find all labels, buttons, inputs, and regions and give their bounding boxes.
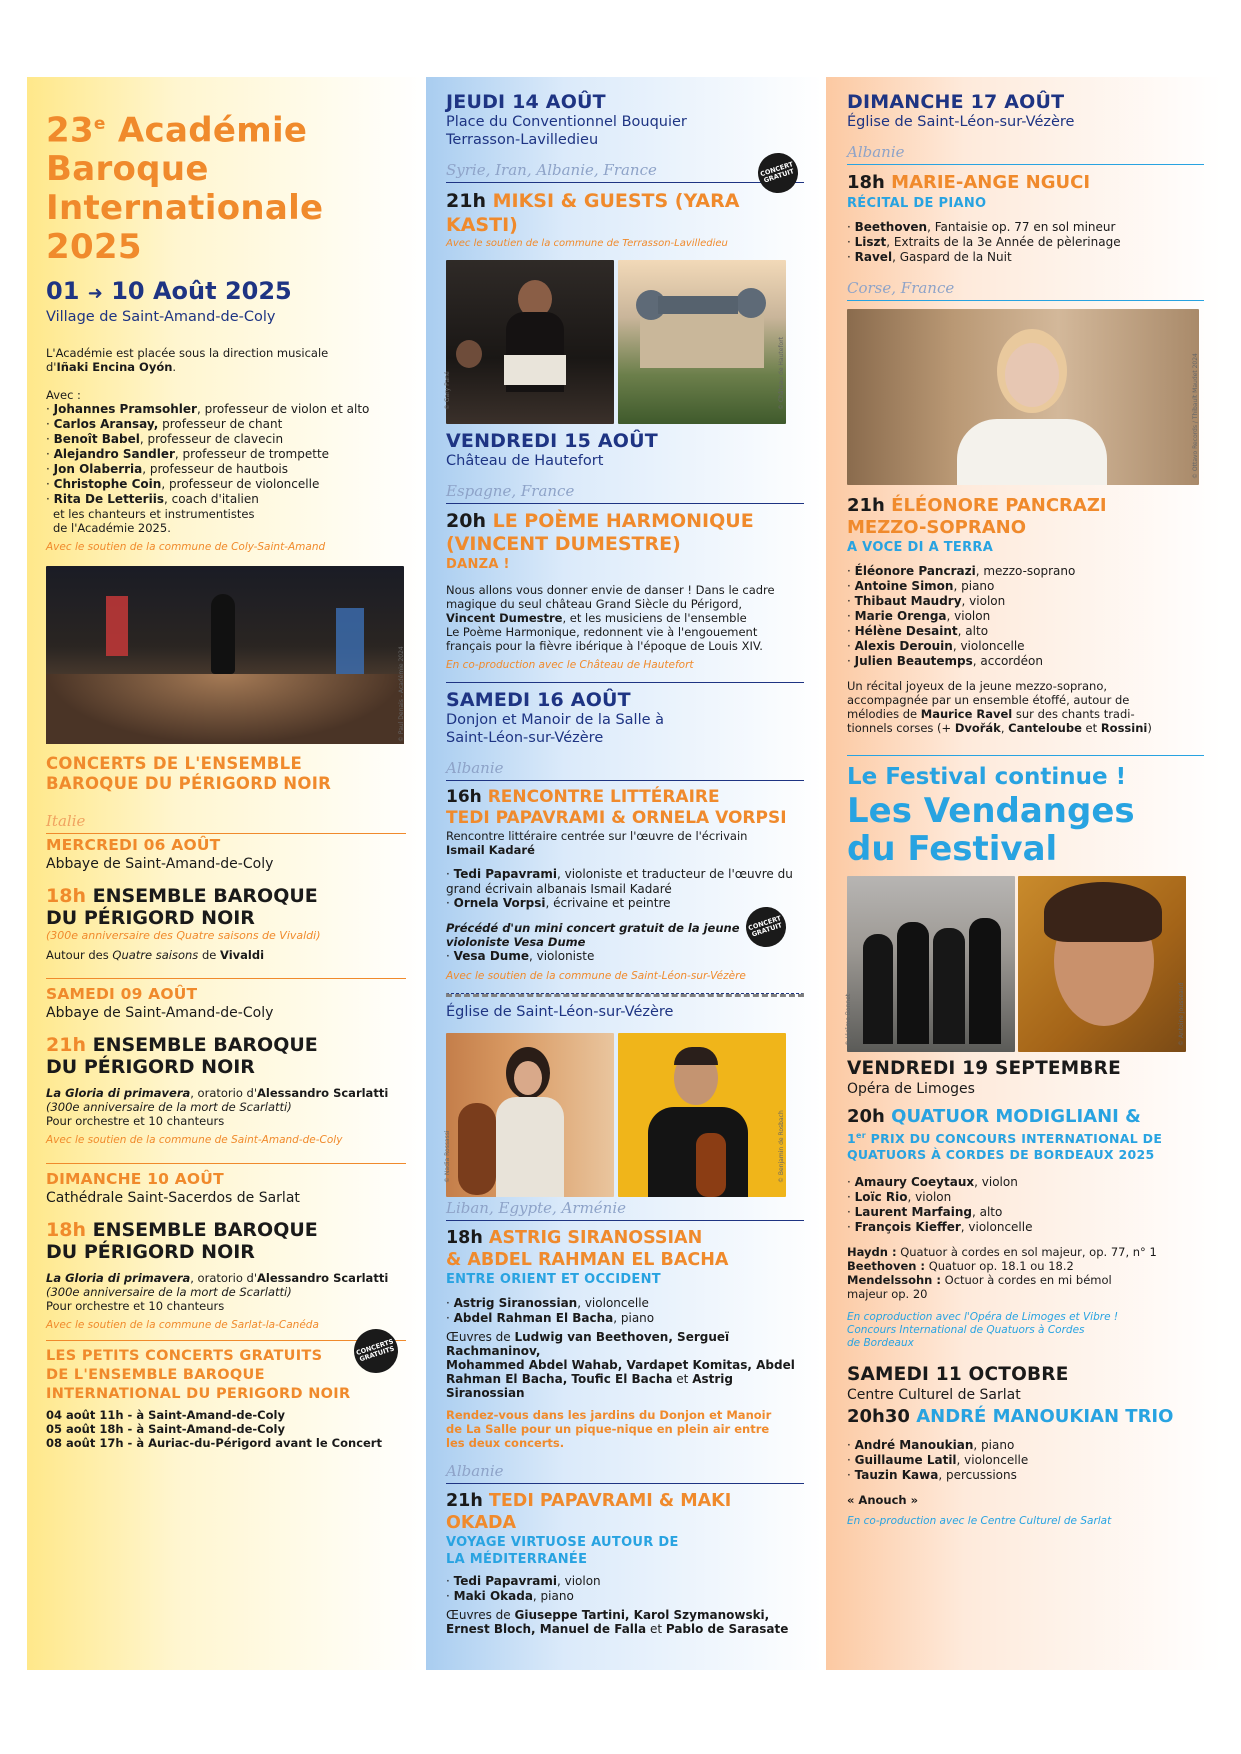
region-label: Albanie xyxy=(847,143,1204,165)
event-venue: Église de Saint-Léon-sur-Vézère xyxy=(847,114,1075,130)
list-item: · Loïc Rio, violon xyxy=(847,1190,1204,1205)
list-item: · Éléonore Pancrazi, mezzo-soprano xyxy=(847,564,1204,579)
event-title: 21h ÉLÉONORE PANCRAZI MEZZO-SOPRANO xyxy=(847,495,1107,538)
picnic-note: Rendez-vous dans les jardins du Donjon et Manoir de La Salle pour un pique-nique en plein air entre les deux concerts. xyxy=(446,1408,772,1450)
teachers-list xyxy=(46,402,406,507)
event-desc: Autour des Quatre saisons de Vivaldi xyxy=(46,948,265,963)
festival-continue: Le Festival continue ! xyxy=(847,764,1127,790)
support-note: En co-production avec le Centre Culturel de Sarlat xyxy=(847,1515,1112,1528)
photo-credit: © Gary Pané xyxy=(444,371,451,410)
event-note: (300e anniversaire de la mort de Scarlatti) xyxy=(46,1285,292,1300)
arrow-right-icon: ➜ xyxy=(87,283,103,305)
event-desc: Pour orchestre et 10 chanteurs xyxy=(46,1299,225,1314)
event-title: 18h ENSEMBLE BAROQUE DU PÉRIGORD NOIR xyxy=(46,885,318,930)
region-label: Syrie, Iran, Albanie, France xyxy=(446,161,804,183)
teachers-tail: de l'Académie 2025. xyxy=(53,521,171,536)
concert-gratuit-badge: CONCERT GRATUIT xyxy=(741,902,791,952)
event-day: DIMANCHE 10 AOÛT xyxy=(46,1170,224,1189)
list-item: · Amaury Coeytaux, violon xyxy=(847,1175,1204,1190)
column-august xyxy=(426,77,822,1670)
list-item: · Beethoven, Fantaisie op. 77 en sol mineur xyxy=(847,220,1204,235)
program-title: « Anouch » xyxy=(847,1493,919,1508)
eleonore-pancrazi-photo xyxy=(847,309,1199,485)
event-subtitle: RÉCITAL DE PIANO xyxy=(847,196,987,211)
list-item: · Alexis Derouin, violoncelle xyxy=(847,639,1204,654)
miksi-photo xyxy=(446,260,614,424)
list-item: · François Kieffer, violoncelle xyxy=(847,1220,1204,1235)
event-title: 18h ENSEMBLE BAROQUE DU PÉRIGORD NOIR xyxy=(46,1219,318,1264)
petits-concerts: LES PETITS CONCERTS GRATUITS DE L'ENSEMBLE BAROQUE INTERNATIONAL DU PERIGORD NOIR CONCERTS GRATUITS 04 août 11h - à Saint-Amand-de-Coly 05 août 18h - à Saint-Amand-de-Coly 08 août 17h - à Auriac-du-Périgord avant le Concert xyxy=(46,1347,406,1450)
support-note: En co-production avec le Château de Hautefort xyxy=(446,659,694,671)
people-list xyxy=(847,564,1204,669)
event-venue: Place du Conventionnel Bouquier xyxy=(446,114,687,130)
people-list xyxy=(847,1438,1204,1483)
photo-credit: © Paul Denais - Académie 2024 xyxy=(398,646,405,743)
petits-dates xyxy=(46,1408,406,1450)
support-note: Avec le soutien de la commune de Saint-Amand-de-Coly xyxy=(46,1134,343,1147)
andre-manoukian-photo xyxy=(1018,876,1186,1052)
people-list: · Ornela Vorpsi, écrivaine et peintre xyxy=(446,896,804,911)
region-label: Italie xyxy=(46,812,406,834)
column-academie xyxy=(27,77,424,1670)
photo-credit: © Château de Hautefort xyxy=(778,336,785,410)
concerts-heading: CONCERTS DE L'ENSEMBLE BAROQUE DU PÉRIGORD NOIR xyxy=(46,754,332,794)
event-desc: Nous allons vous donner envie de danser ! Dans le cadre magique du seul château Grand Siècle du Périgord, Vincent Dumestre, et les musiciens de l'ensemble Le Poème Harmonique, redonnent vie à l'engouement français pour la fièvre ibérique à l'époque de Louis XIV. xyxy=(446,583,775,653)
event-venue: Abbaye de Saint-Amand-de-Coly xyxy=(46,856,274,873)
list-item: · Carlos Aransay, professeur de chant xyxy=(46,417,406,432)
photo-credit: © Nadia Rossassi xyxy=(444,1130,451,1183)
event-desc: La Gloria di primavera, oratorio d'Alessandro Scarlatti xyxy=(46,1271,389,1286)
list-item: · Jon Olaberria, professeur de hautbois xyxy=(46,462,406,477)
event-venue: Église de Saint-Léon-sur-Vézère xyxy=(446,1004,674,1020)
event-venue: Centre Culturel de Sarlat xyxy=(847,1387,1021,1404)
event-desc: Pour orchestre et 10 chanteurs xyxy=(46,1114,225,1129)
region-label: Espagne, France xyxy=(446,482,804,504)
event-venue: Donjon et Manoir de la Salle à xyxy=(446,712,665,728)
petit-concert-date: 08 août 17h - à Auriac-du-Périgord avant le Concert xyxy=(46,1436,382,1451)
event-subtitle: ENTRE ORIENT ET OCCIDENT xyxy=(446,1272,661,1287)
event-title: 16h RENCONTRE LITTÉRAIRE TEDI PAPAVRAMI & ORNELA VORPSI xyxy=(446,787,787,828)
region-label: Corse, France xyxy=(847,279,1204,301)
chateau-hautefort-photo xyxy=(618,260,786,424)
event-day: DIMANCHE 17 AOÛT xyxy=(847,91,1065,113)
event-title: 20h30 ANDRÉ MANOUKIAN TRIO xyxy=(847,1406,1174,1428)
support-note: Avec le soutien de la commune de Saint-Léon-sur-Vézère xyxy=(446,970,746,982)
concerts-gratuits-badge: CONCERTS GRATUITS xyxy=(348,1324,403,1379)
event-subtitle: DANZA ! xyxy=(446,557,510,572)
event-day: VENDREDI 19 SEPTEMBRE xyxy=(847,1058,1121,1079)
event-desc: Un récital joyeux de la jeune mezzo-soprano, accompagnée par un ensemble étoffé, autour de mélodies de Maurice Ravel sur des chants tradi- tionnels corses (+ Dvořák, Canteloube et Rossini) xyxy=(847,679,1152,735)
tedi-papavrami-photo xyxy=(618,1033,786,1197)
event-day: SAMEDI 11 OCTOBRE xyxy=(847,1364,1069,1386)
event-note: (300e anniversaire de la mort de Scarlatti) xyxy=(46,1100,292,1115)
region-label: Albanie xyxy=(446,759,804,781)
event-venue: Terrasson-Lavilledieu xyxy=(446,132,599,148)
support-note: En coproduction avec l'Opéra de Limoges et Vibre ! Concours International de Quatuors à Cordes de Bordeaux xyxy=(847,1311,1119,1350)
event-day: MERCREDI 06 AOÛT xyxy=(46,836,221,855)
list-item: · Benoît Babel, professeur de clavecin xyxy=(46,432,406,447)
list-item: · Laurent Marfaing, alto xyxy=(847,1205,1204,1220)
photo-credit: © Ottavo Records / Thibault Maudet 2024 xyxy=(1192,353,1199,479)
academie-intro: L'Académie est placée sous la direction musicale d'Iñaki Encina Oyón. xyxy=(46,346,329,375)
event-venue: Château de Hautefort xyxy=(446,453,604,469)
event-desc: Ismail Kadaré xyxy=(446,843,535,857)
event-venue: Saint-Léon-sur-Vézère xyxy=(446,730,604,746)
list-item: · Johannes Pramsohler, professeur de violon et alto xyxy=(46,402,406,417)
event-desc: La Gloria di primavera, oratorio d'Alessandro Scarlatti xyxy=(46,1086,389,1101)
list-item: · Guillaume Latil, violoncelle xyxy=(847,1453,1204,1468)
works-list xyxy=(847,220,1204,265)
event-title: 20h QUATUOR MODIGLIANI & xyxy=(847,1106,1141,1127)
list-item: · Thibaut Maudry, violon xyxy=(847,594,1204,609)
people-list: · Astrig Siranossian, violoncelle · Abdel Rahman El Bacha, piano xyxy=(446,1296,804,1326)
list-item: · Ravel, Gaspard de la Nuit xyxy=(847,250,1204,265)
teachers-tail: et les chanteurs et instrumentistes xyxy=(53,507,255,522)
event-title: 21h ENSEMBLE BAROQUE DU PÉRIGORD NOIR xyxy=(46,1034,318,1079)
mini-concert: Précédé d'un mini concert gratuit de la jeune violoniste Vesa Dume CONCERT GRATUIT xyxy=(446,921,804,949)
people-list: · Tedi Papavrami, violoniste et traducteur de l'œuvre du xyxy=(446,867,804,882)
list-item: · Tauzin Kawa, percussions xyxy=(847,1468,1204,1483)
academie-dates: 01 ➜ 10 Août 2025 xyxy=(46,277,292,306)
support-note: Avec le soutien de la commune de Sarlat-la-Canéda xyxy=(46,1319,319,1332)
academie-title: 23e Académie Baroque Internationale 2025 xyxy=(46,110,324,268)
photo-credit: © Benjamin de Rosbach xyxy=(778,1110,785,1183)
event-subtitle: A VOCE DI A TERRA xyxy=(847,540,994,555)
list-item: · Hélène Desaint, alto xyxy=(847,624,1204,639)
concert-gratuit-badge: CONCERT GRATUIT xyxy=(753,148,803,198)
event-works: Œuvres de Ludwig van Beethoven, Sergueï Rachmaninov, Mohammed Abdel Wahab, Vardapet Komitas, Abdel Rahman El Bacha, Toufic El Bacha et Astrig Siranossian xyxy=(446,1330,795,1400)
people-list xyxy=(847,1175,1204,1235)
photo-credit: © Jérôme Bonnet xyxy=(845,993,852,1046)
list-item: · Liszt, Extraits de la 3e Année de pèlerinage xyxy=(847,235,1204,250)
people-list: · Tedi Papavrami, violon · Maki Okada, piano xyxy=(446,1574,804,1604)
avec-label: Avec : xyxy=(46,388,81,403)
event-venue: Abbaye de Saint-Amand-de-Coly xyxy=(46,1005,274,1022)
region-label: Liban, Egypte, Arménie xyxy=(446,1199,804,1221)
list-item: · Marie Orenga, violon xyxy=(847,609,1204,624)
event-desc: Rencontre littéraire centrée sur l'œuvre de l'écrivain xyxy=(446,829,748,843)
petit-concert-date: 05 août 18h - à Saint-Amand-de-Coly xyxy=(46,1422,285,1437)
event-day: JEUDI 14 AOÛT xyxy=(446,91,606,113)
event-venue: Cathédrale Saint-Sacerdos de Sarlat xyxy=(46,1190,300,1207)
list-item: · Antoine Simon, piano xyxy=(847,579,1204,594)
region-label: Albanie xyxy=(446,1462,804,1484)
quatuor-modigliani-photo xyxy=(847,876,1015,1052)
column-later xyxy=(826,77,1222,1670)
astrig-siranossian-photo xyxy=(446,1033,614,1197)
list-item: · Rita De Letteriis, coach d'italien xyxy=(46,492,406,507)
vendanges-title: Les Vendanges du Festival xyxy=(847,791,1135,869)
event-subtitle: 1er PRIX DU CONCOURS INTERNATIONAL DE QUATUORS À CORDES DE BORDEAUX 2025 xyxy=(847,1131,1163,1163)
orchestra-photo xyxy=(46,566,404,744)
event-note: (300e anniversaire des Quatre saisons de Vivaldi) xyxy=(46,929,321,943)
petit-concert-date: 04 août 11h - à Saint-Amand-de-Coly xyxy=(46,1408,285,1423)
event-title: 21h MIKSI & GUESTS (YARA KASTI) xyxy=(446,190,740,236)
event-title: 21h TEDI PAPAVRAMI & MAKI OKADA xyxy=(446,1491,732,1533)
event-subtitle: VOYAGE VIRTUOSE AUTOUR DE LA MÉDITERRANÉE xyxy=(446,1535,679,1567)
photo-credit: © Antoine Jousseaud xyxy=(1178,982,1185,1046)
academie-village: Village de Saint-Amand-de-Coly xyxy=(46,309,276,326)
event-day: SAMEDI 09 AOÛT xyxy=(46,985,198,1004)
list-item: · Julien Beautemps, accordéon xyxy=(847,654,1204,669)
list-item: · Alejandro Sandler, professeur de trompette xyxy=(46,447,406,462)
event-title: 18h MARIE-ANGE NGUCI xyxy=(847,172,1091,193)
event-works: Œuvres de Giuseppe Tartini, Karol Szymanowski, Ernest Bloch, Manuel de Falla et Pablo de Sarasate xyxy=(446,1608,789,1636)
event-day: VENDREDI 15 AOÛT xyxy=(446,430,658,452)
support-note: Avec le soutien de la commune de Terrasson-Lavilledieu xyxy=(446,238,728,249)
event-day: SAMEDI 16 AOÛT xyxy=(446,689,631,711)
event-desc: grand écrivain albanais Ismail Kadaré xyxy=(446,882,672,896)
list-item: · André Manoukian, piano xyxy=(847,1438,1204,1453)
event-title: 20h LE POÈME HARMONIQUE (VINCENT DUMESTRE) xyxy=(446,510,754,555)
event-title: 18h ASTRIG SIRANOSSIAN & ABDEL RAHMAN EL BACHA xyxy=(446,1228,729,1270)
event-works: Haydn : Quatuor à cordes en sol majeur, op. 77, n° 1 Beethoven : Quatuor op. 18.1 ou 18.2 Mendelssohn : Octuor à cordes en mi bémol majeur op. 20 xyxy=(847,1245,1157,1302)
support-note: Avec le soutien de la commune de Coly-Saint-Amand xyxy=(46,541,326,554)
people-list: · Vesa Dume, violoniste xyxy=(446,949,804,964)
event-venue: Opéra de Limoges xyxy=(847,1081,975,1097)
list-item: · Christophe Coin, professeur de violoncelle xyxy=(46,477,406,492)
